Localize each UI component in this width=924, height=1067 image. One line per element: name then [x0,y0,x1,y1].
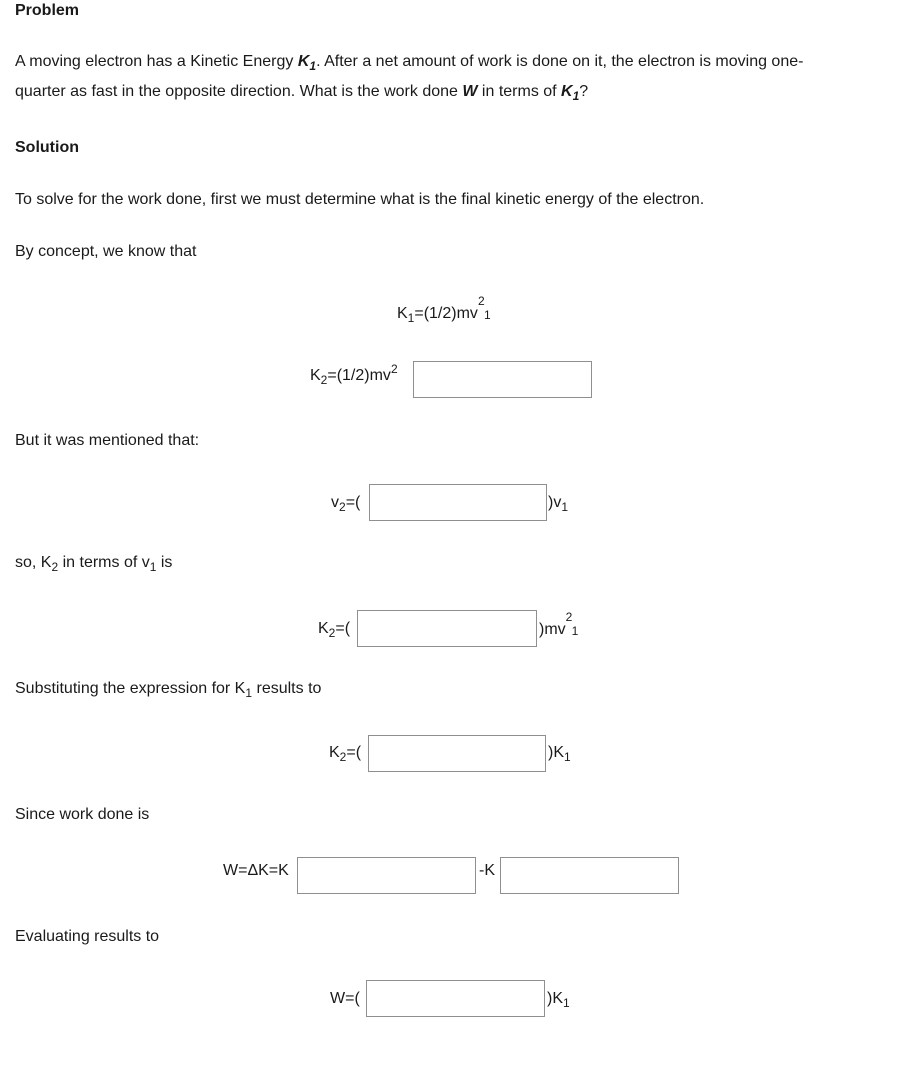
problem-line-2: quarter as fast in the opposite direction. What is the work done W in terms of $K_1$? [15,83,589,103]
work-final-energy-input[interactable] [297,857,476,894]
problem-heading: Problem [15,2,80,19]
mentioned-text: But it was mentioned that: [15,432,200,449]
evaluating-text: Evaluating results to [15,928,160,945]
work-initial-energy-input[interactable] [500,857,679,894]
equation-k1: $K_1=(1/2)mv$ 2 1 [397,294,491,325]
work-factor-input[interactable] [366,980,545,1017]
k2-kinetic-factor-input[interactable] [368,735,546,772]
v2-factor-input[interactable] [369,484,547,521]
equation-v2-tail: )$v_1$ [548,494,569,514]
equation-w: W=ΔK=K [223,862,289,879]
equation-k2-k1-tail: )$K_1$ [548,744,571,764]
equation-w-final: W=( [330,990,360,1007]
solution-heading: Solution [15,139,79,156]
so-k2-text: so, $K_2$ in terms of $v_1$ is [15,554,173,574]
substituting-text: Substituting the expression for $K_1$ results to [15,680,322,700]
since-text: Since work done is [15,806,150,823]
equation-k2-v1-tail: )mv 2 1 [539,610,579,638]
equation-k2-v1: $K_2=$( [318,620,351,640]
equation-w-final-tail: )$K_1$ [547,990,570,1010]
by-concept-text: By concept, we know that [15,243,197,260]
equation-v2: $v_2=$( [331,494,361,514]
equation-k2-k1: $K_2=$( [329,744,362,764]
solution-intro: To solve for the work done, first we must determine what is the final kinetic energy of the electron. [15,191,705,208]
problem-line-1: A moving electron has a Kinetic Energy $K_1$. After a net amount of work is done on it, the electron is moving one- [15,53,804,73]
k2-velocity-subscript-input[interactable] [413,361,592,398]
equation-w-minus: -K [479,862,495,879]
k2-velocity-factor-input[interactable] [357,610,537,647]
equation-k2: $K_2=(1/2)mv^2$ [310,362,398,387]
